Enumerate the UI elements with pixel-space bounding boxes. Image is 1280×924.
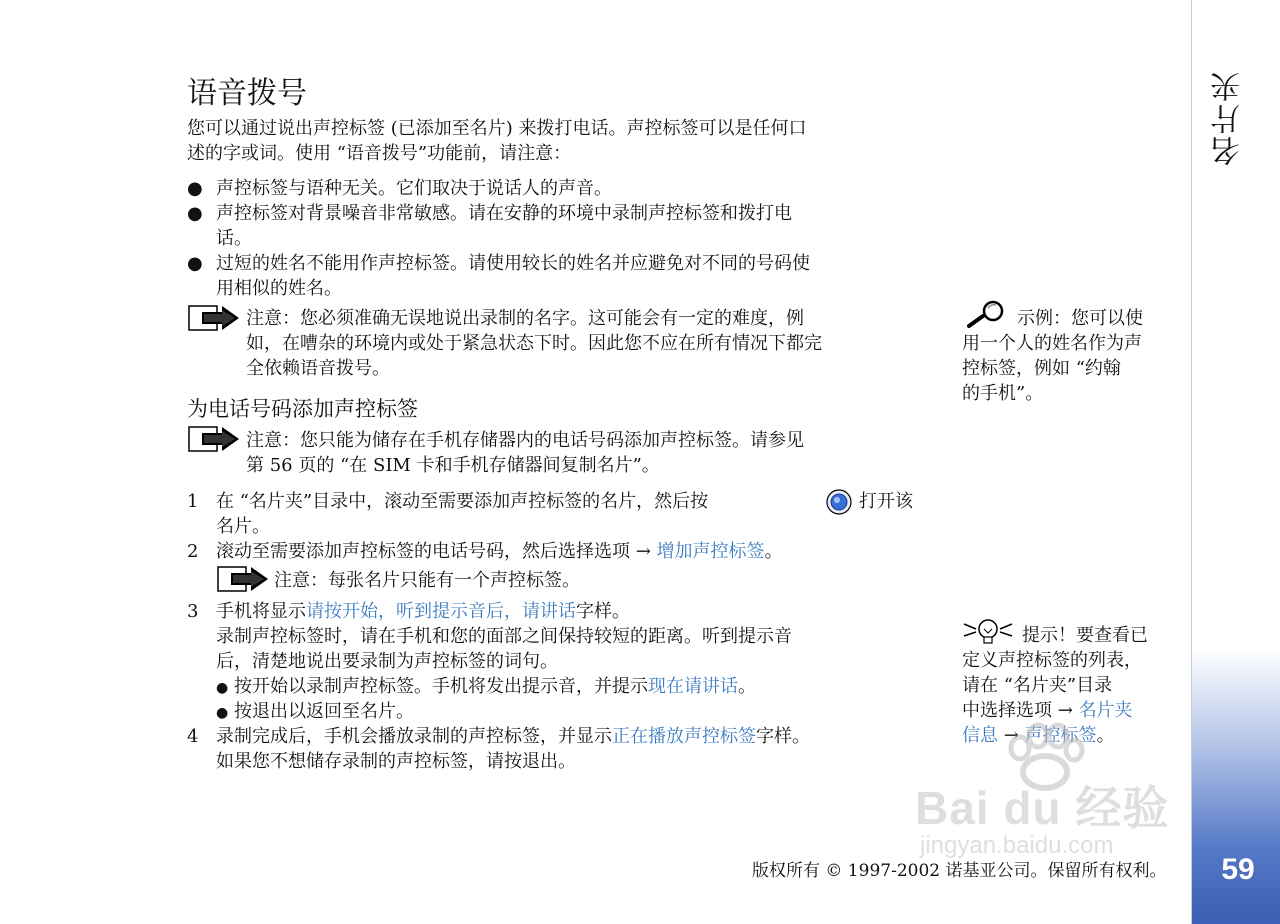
watermark-brand: Bai du 经验 [915,782,1170,834]
bullet-icon: ● [216,705,229,721]
list-item: ● 声控标签与语种无关。它们取决于说话人的声音。 [187,178,612,199]
step-3-line-3: 后，清楚地说出要录制为声控标签的词句。 [216,651,558,672]
step-2-line: 滚动至需要添加声控标签的电话号码，然后选择选项 → 增加声控标签。 [216,541,783,562]
copyright-footer: 版权所有 © 1997-2002 诺基亚公司。保留所有权利。 [752,861,1167,881]
list-item: ● 声控标签对背景噪音非常敏感。请在安静的环境中录制声控标签和拨打电 话。 [187,203,792,249]
step-number: 2 [187,541,199,562]
step-1-line-1-end: 打开该 [859,491,913,512]
sidebar-divider [1191,0,1192,924]
step-3-sub-1: ● 按开始以录制声控标签。手机将发出提示音，并提示现在请讲话。 [216,676,756,697]
note-icon [188,426,240,452]
note-3-line: 注意：每张名片只能有一个声控标签。 [274,570,580,591]
intro-line-1: 您可以通过说出声控标签 (已添加至名片) 来拨打电话。声控标签可以是任何口 [187,118,807,139]
example-line-3: 控标签，例如 “约翰 [962,358,1121,379]
section-subtitle: 为电话号码添加声控标签 [187,397,418,421]
note-2-line-2: 第 56 页的 “在 SIM 卡和手机存储器间复制名片”。 [246,455,660,476]
step-1-line-1: 在 “名片夹”目录中，滚动至需要添加声控标签的名片，然后按 [216,491,709,512]
note-1-line-2: 如，在嘈杂的环境内或处于紧急状态下时。因此您不应在所有情况下都完 [246,333,822,354]
example-line-2: 用一个人的姓名作为声 [962,333,1142,354]
tip-line-1: 提示！要查看已 [1022,625,1148,646]
step-3-line-2: 录制声控标签时，请在手机和您的面部之间保持较短的距离。听到提示音 [216,626,792,647]
note-icon [188,305,240,331]
bullet-icon: ● [187,253,203,274]
list-item: ● 过短的姓名不能用作声控标签。请使用较长的姓名并应避免对不同的号码使 用相似的姓名。 [187,253,810,299]
example-line-1: 示例：您可以使 [1017,308,1143,329]
intro-line-2: 述的字或词。使用 “语音拨号”功能前，请注意： [187,143,572,164]
tip-line-3: 请在 “名片夹”目录 [962,675,1113,696]
note-1-line-3: 全依赖语音拨号。 [246,358,390,379]
tip-line-5: 信息 → 声控标签。 [962,725,1115,746]
example-line-4: 的手机”。 [962,383,1044,404]
bullet-icon: ● [187,178,203,199]
step-number: 4 [187,726,199,747]
bullet-icon: ● [216,680,229,696]
step-4-line-2: 如果您不想储存录制的声控标签，请按退出。 [216,751,576,772]
tip-line-2: 定义声控标签的列表， [962,650,1142,671]
step-number: 3 [187,601,199,622]
section-tab-title: 名片夹 [1211,70,1246,166]
watermark-url: jingyan.baidu.com [920,832,1114,859]
step-3-line-1: 手机将显示请按开始，听到提示音后，请讲话字样。 [216,601,630,622]
magnifier-icon [965,300,1011,330]
step-1-line-2: 名片。 [216,516,270,537]
note-2-line-1: 注意：您只能为储存在手机存储器内的电话号码添加声控标签。请参见 [246,430,804,451]
note-1-line-1: 注意：您必须准确无误地说出录制的名字。这可能会有一定的难度，例 [246,308,804,329]
lightbulb-icon [962,617,1014,645]
bullet-list [187,176,927,301]
step-4-line-1: 录制完成后，手机会播放录制的声控标签，并显示正在播放声控标签字样。 [216,726,810,747]
navi-key-icon [826,489,852,515]
bullet-icon: ● [187,203,203,224]
step-3-sub-2: ● 按退出以返回至名片。 [216,701,414,722]
page-title: 语音拨号 [187,76,307,111]
note-icon [217,566,269,592]
tip-line-4: 中选择选项 → 名片夹 [962,700,1133,721]
step-number: 1 [187,491,199,512]
page-number: 59 [1221,853,1255,886]
